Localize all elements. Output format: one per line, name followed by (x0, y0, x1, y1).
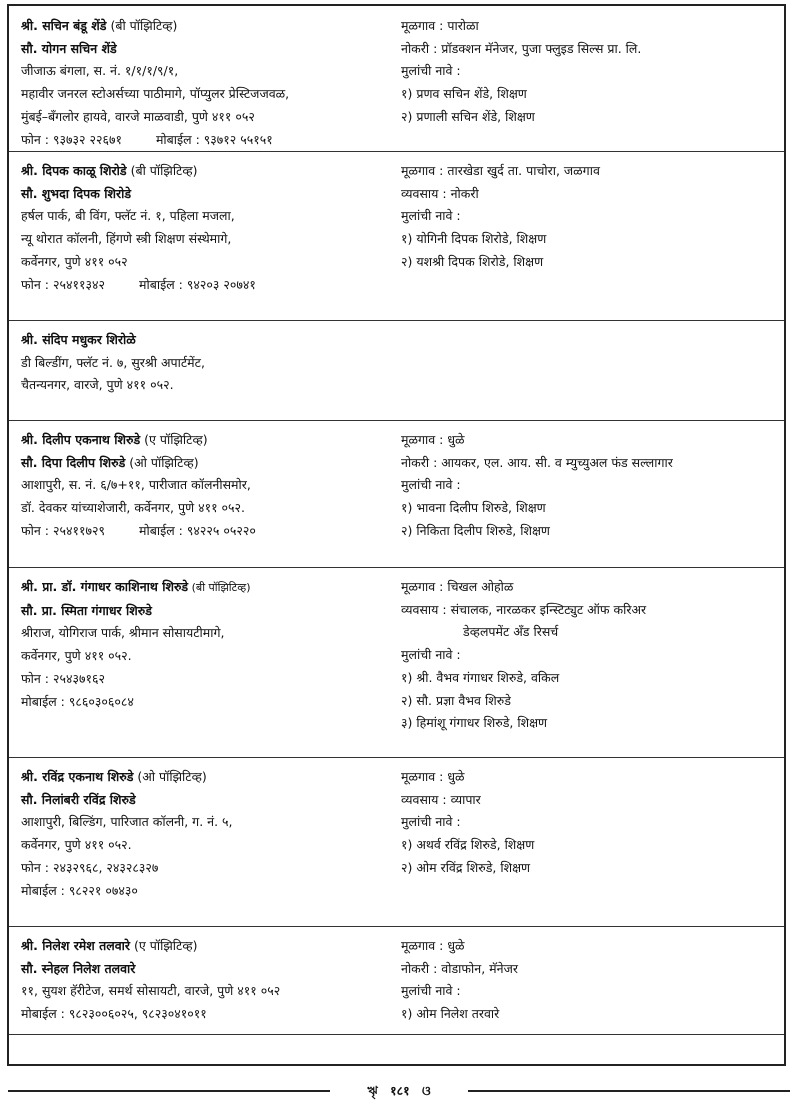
address-line-text: सौ. निलांबरी रविंद्र शिरुडे (21, 791, 136, 807)
detail-line-text: मुलांची नावे : (401, 814, 461, 830)
detail-line-text: मूळगाव : पारोळा (401, 18, 479, 33)
detail-line (401, 690, 781, 713)
address-line (21, 429, 401, 452)
address-line-text: सौ. स्नेहल निलेश तलवारे (21, 960, 136, 976)
address-column (21, 935, 401, 1026)
footer-ornament-left: ৠ (367, 1083, 378, 1098)
detail-line (401, 935, 781, 958)
detail-line-text: २) ओम रविंद्र शिरुडे, शिक्षण (401, 859, 531, 875)
address-line-text: मोबाईल : ९८२२१ ०७४३० (21, 882, 138, 898)
detail-line-text: नोकरी : वोडाफोन, मॅनेजर (401, 960, 518, 976)
address-line-text: मुंबई–बँगलोर हायवे, वारजे माळवाडी, पुणे ४११ ०५२ (21, 108, 255, 124)
address-line-text: डी बिल्डींग, फ्लॅट नं. ७, सुरश्री अपार्टमेंट, (21, 354, 205, 370)
address-line (21, 474, 401, 497)
detail-line (401, 644, 781, 667)
address-column (21, 15, 401, 151)
address-line (21, 129, 401, 152)
blood-group: (ओ पॉझिटिव्ह) (133, 769, 207, 784)
address-line (21, 811, 401, 834)
address-line (21, 935, 401, 958)
detail-line-text: १) भावना दिलीप शिरुडे, शिक्षण (401, 500, 546, 516)
address-line (21, 60, 401, 83)
address-line (21, 106, 401, 129)
address-line (21, 958, 401, 981)
address-line (21, 691, 401, 714)
address-line (21, 374, 401, 397)
address-line (21, 857, 401, 880)
footer-rule-right (468, 1090, 790, 1092)
address-line (21, 274, 401, 297)
member-entry (9, 926, 784, 1035)
mobile-number: मोबाईल : ९३७१२ ५५१५१ (155, 131, 273, 147)
address-line (21, 497, 401, 520)
member-entry (9, 567, 784, 758)
address-line (21, 645, 401, 668)
member-entry (9, 420, 784, 568)
address-line (21, 329, 401, 352)
details-column (401, 15, 781, 129)
detail-line-text: नोकरी : प्रॉडक्शन मॅनेजर, पुजा फ्लुइड सिल्स प्रा. लि. (401, 40, 642, 56)
detail-line (401, 183, 781, 206)
address-line (21, 789, 401, 812)
details-column (401, 429, 781, 543)
detail-line-text: मूळगाव : चिखल ओहोळ (401, 579, 514, 594)
detail-line (401, 980, 781, 1003)
detail-line-text: मुलांची नावे : (401, 477, 461, 493)
address-line-text: डॉ. देवकर यांच्याशेजारी, कर्वेनगर, पुणे ४११ ०५२. (21, 500, 246, 516)
detail-line-text: मूळगाव : धुळे (401, 769, 465, 784)
address-line-text: मोबाईल : ९८६०३०६०८४ (21, 693, 134, 709)
detail-line (401, 60, 781, 83)
mobile-number: मोबाईल : ९४२२५ ०५२२० (138, 522, 256, 538)
address-line (21, 83, 401, 106)
address-line (21, 766, 401, 789)
address-line (21, 452, 401, 475)
detail-line (401, 474, 781, 497)
detail-line (401, 38, 781, 61)
detail-line (401, 834, 781, 857)
detail-line-text: मूळगाव : धुळे (401, 938, 465, 953)
address-line-text: श्री. दिलीप एकनाथ शिरुडे (21, 432, 141, 447)
address-line (21, 668, 401, 691)
address-line-text: हर्षल पार्क, बी विंग, फ्लॅट नं. १, पहिला मजला, (21, 208, 235, 224)
detail-line-text: मुलांची नावे : (401, 63, 461, 79)
address-line-text: फोन : ९३७३२ २२६७१ (21, 131, 122, 147)
address-line-text: सौ. दिपा दिलीप शिरुडे (21, 454, 126, 470)
address-line (21, 352, 401, 375)
blood-group: (ओ पॉझिटिव्ह) (125, 454, 199, 470)
details-column (401, 935, 781, 1026)
address-column (21, 160, 401, 296)
detail-line-text: ३) हिमांशू गंगाधर शिरुडे, शिक्षण (401, 715, 548, 731)
details-column (401, 576, 781, 735)
address-line (21, 251, 401, 274)
address-line-text: श्री. रविंद्र एकनाथ शिरुडे (21, 769, 134, 784)
address-line-text: आशापुरी, स. नं. ६/७+११, पारीजात कॉलनीसमोर, (21, 477, 251, 493)
address-column (21, 429, 401, 543)
address-line-text: फोन : २५४११३४२ (21, 276, 105, 292)
detail-line (401, 497, 781, 520)
detail-line-text: मुलांची नावे : (401, 983, 461, 999)
detail-line-text: डेव्हलपमेंट अँड रिसर्च (463, 624, 559, 640)
detail-line-text: मुलांची नावे : (401, 647, 461, 663)
address-line (21, 880, 401, 903)
address-column (21, 576, 401, 713)
address-line-text: कर्वेनगर, पुणे ४११ ०५२. (21, 837, 132, 853)
page-number: १८१ (390, 1083, 410, 1098)
detail-line-text: १) अथर्व रविंद्र शिरुडे, शिक्षण (401, 837, 535, 853)
address-line-text: सौ. शुभदा दिपक शिरोडे (21, 185, 132, 201)
detail-line (401, 766, 781, 789)
address-line-text: श्री. निलेश रमेश तलवारे (21, 938, 131, 953)
address-line (21, 834, 401, 857)
address-column (21, 766, 401, 902)
member-entry (9, 151, 784, 321)
blood-group: (बी पॉझिटिव्ह) (126, 163, 198, 178)
address-line (21, 205, 401, 228)
address-line-text: श्री. दिपक काळू शिरोडे (21, 163, 127, 178)
blood-group: (ए पॉझिटिव्ह) (140, 432, 208, 447)
address-line-text: श्री. सचिन बंडू शेंडे (21, 18, 107, 33)
address-line (21, 1003, 401, 1026)
detail-line (401, 83, 781, 106)
detail-line-text: व्यवसाय : नोकरी (401, 185, 479, 201)
detail-line (401, 251, 781, 274)
footer-ornament-right: ଓ (421, 1083, 431, 1098)
detail-line-text: १) ओम निलेश तरवारे (401, 1006, 500, 1022)
detail-line (401, 106, 781, 129)
address-line (21, 15, 401, 38)
address-line-text: फोन : २५४३७१६२ (21, 670, 105, 686)
address-line (21, 576, 401, 600)
address-line (21, 980, 401, 1003)
detail-line (401, 621, 781, 644)
detail-line-text: मूळगाव : धुळे (401, 432, 465, 447)
details-column (401, 160, 781, 274)
address-column (21, 329, 401, 397)
detail-line-text: १) श्री. वैभव गंगाधर शिरुडे, वकिल (401, 669, 560, 685)
address-line-text: कर्वेनगर, पुणे ४११ ०५२ (21, 253, 128, 269)
detail-line-text: २) सौ. प्रज्ञा वैभव शिरुडे (401, 692, 511, 708)
address-line (21, 160, 401, 183)
directory-frame (7, 4, 786, 1066)
address-line-text: मोबाईल : ९८२३००६०२५, ९८२३०४१०११ (21, 1006, 207, 1022)
detail-line-text: मुलांची नावे : (401, 208, 461, 224)
detail-line (401, 160, 781, 183)
blood-group: (ए पॉझिटिव्ह) (130, 938, 198, 953)
address-line-text: महावीर जनरल स्टोअर्सच्या पाठीमागे, पॉप्युलर प्रेस्टिजजवळ, (21, 86, 290, 102)
address-line-text: ११, सुयश हॅरीटेज, समर्थ सोसायटी, वारजे, पुणे ४११ ०५२ (21, 983, 281, 999)
address-line-text: न्यू थोरात कॉलनी, हिंगणे स्त्री शिक्षण संस्थेमागे, (21, 231, 232, 247)
detail-line (401, 452, 781, 475)
address-line (21, 183, 401, 206)
address-line-text: सौ. योगन सचिन शेंडे (21, 40, 117, 56)
member-entry (9, 320, 784, 421)
address-line-text: आशापुरी, बिल्डिंग, पारिजात कॉलनी, ग. नं. ५, (21, 814, 233, 830)
member-entry (9, 757, 784, 927)
address-line-text: फोन : २४३२९६८, २४३२८३२७ (21, 859, 159, 875)
mobile-number: मोबाईल : ९४२०३ २०७४१ (138, 276, 256, 292)
detail-line-text: १) योगिनी दिपक शिरोडे, शिक्षण (401, 231, 547, 247)
detail-line (401, 958, 781, 981)
detail-line (401, 576, 781, 599)
address-line (21, 520, 401, 543)
detail-line-text: २) प्रणाली सचिन शेंडे, शिक्षण (401, 108, 535, 124)
detail-line (401, 789, 781, 812)
address-line (21, 622, 401, 645)
address-line-text: सौ. प्रा. स्मिता गंगाधर शिरुडे (21, 602, 152, 618)
detail-line (401, 520, 781, 543)
page-footer (8, 1083, 790, 1099)
address-line-text: फोन : २५४११७२९ (21, 522, 105, 538)
footer-rule-left (8, 1090, 330, 1092)
address-line-text: श्रीराज, योगिराज पार्क, श्रीमान सोसायटीमागे, (21, 625, 225, 641)
detail-line (401, 667, 781, 690)
details-column (401, 766, 781, 880)
address-line-text: चैतन्यनगर, वारजे, पुणे ४११ ०५२. (21, 377, 174, 393)
address-line-text: श्री. संदिप मधुकर शिरोळे (21, 332, 136, 347)
detail-line (401, 599, 781, 622)
detail-line (401, 205, 781, 228)
detail-line (401, 1003, 781, 1026)
detail-line-text: व्यवसाय : व्यापार (401, 791, 481, 807)
address-line-text: श्री. प्रा. डॉ. गंगाधर काशिनाथ शिरुडे (21, 579, 189, 594)
detail-line (401, 15, 781, 38)
address-line (21, 600, 401, 623)
detail-line-text: मूळगाव : तारखेडा खुर्द ता. पाचोरा, जळगाव (401, 163, 600, 178)
blood-group: (बी पॉझिटिव्ह) (106, 18, 178, 33)
address-line (21, 38, 401, 61)
detail-line (401, 429, 781, 452)
detail-line-text: नोकरी : आयकर, एल. आय. सी. व म्युच्युअल फंड सल्लागार (401, 454, 673, 470)
detail-line-text: व्यवसाय : संचालक, नारळकर इन्स्टिट्युट ऑफ करिअर (401, 601, 647, 617)
blood-group: (बी पॉझिटिव्ह) (188, 581, 251, 594)
detail-line-text: १) प्रणव सचिन शेंडे, शिक्षण (401, 86, 527, 102)
detail-line (401, 857, 781, 880)
detail-line (401, 712, 781, 735)
member-entry (9, 6, 784, 152)
address-line-text: कर्वेनगर, पुणे ४११ ०५२. (21, 648, 132, 664)
detail-line (401, 228, 781, 251)
detail-line (401, 811, 781, 834)
address-line-text: जीजाऊ बंगला, स. नं. १/१/१/९/१, (21, 63, 179, 79)
detail-line-text: २) निकिता दिलीप शिरुडे, शिक्षण (401, 522, 550, 538)
page-number-block (330, 1083, 468, 1099)
address-line (21, 228, 401, 251)
detail-line-text: २) यशश्री दिपक शिरोडे, शिक्षण (401, 253, 544, 269)
